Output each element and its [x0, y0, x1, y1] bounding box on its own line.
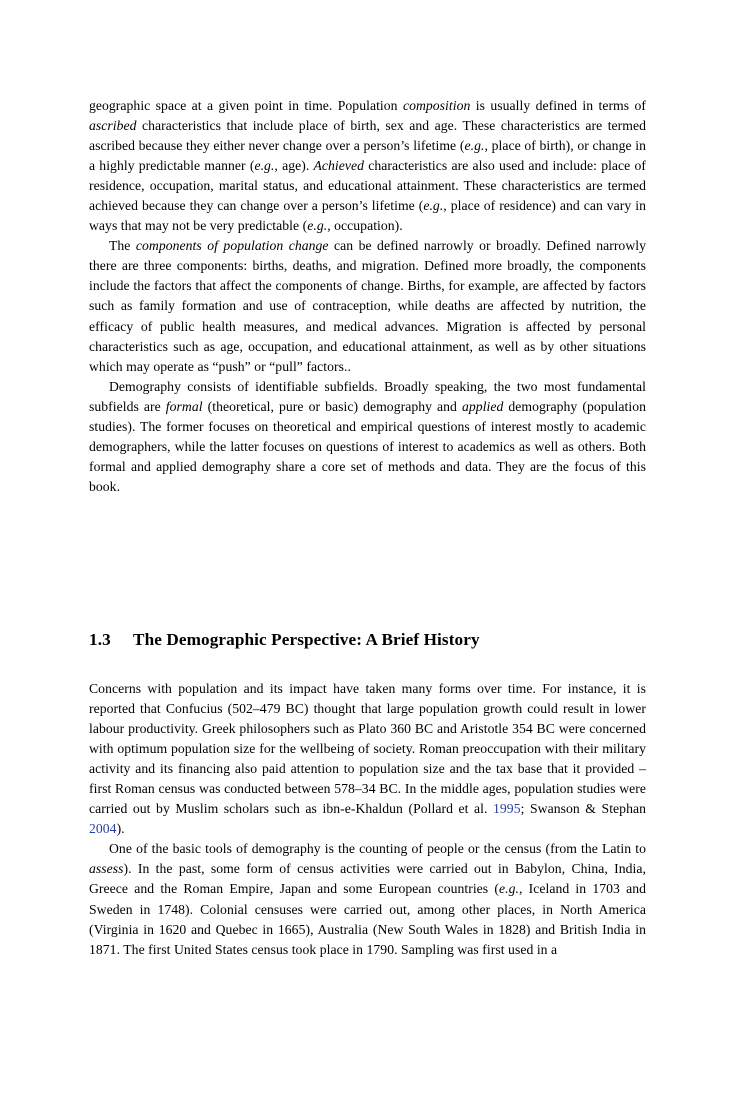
- par2-segment-2: can be defined narrowly or broadly. Defined narrowly there are three components: births, deaths, and migration. Defined more broadly, the components include the factors that affect the components of change. Births, for example, are affected by factors such as family formation and use of contraception, while deaths are affected by nutrition, the efficacy of public health measures, and medical advances. Migration is affected by personal characteristics such as age, occupation, and educational attainment, as well as by other situations which may operate as “push” or “pull” factors..: [89, 238, 647, 374]
- par2-segment-1: The: [109, 238, 136, 254]
- citation-link-swanson-stephan-2004[interactable]: 2004: [89, 821, 117, 837]
- section-body-column: [89, 679, 646, 960]
- sec-par1-segment-3: ).: [116, 821, 125, 837]
- par3-segment-1: Demography consists of identifiable subfields. Broadly speaking, the two most fundamental subfields are: [89, 378, 646, 414]
- paragraph-census-history: [89, 839, 646, 959]
- term-eg-3: e.g.: [423, 198, 444, 214]
- section-heading-block: [89, 629, 646, 651]
- main-text-column: [89, 96, 646, 497]
- paragraph-demography-subfields: [89, 377, 646, 497]
- par1-segment-6: characteristics are also used and include: place of residence, occupation, marital status, and educational attainment. These characteristics are termed achieved because they can change over a person’s lifetime (: [89, 158, 646, 214]
- section-heading: [89, 629, 646, 651]
- par1-segment-1: geographic space at a given point in time. Population: [89, 98, 403, 113]
- section-number: 1.3: [89, 630, 111, 649]
- term-ascribed: ascribed: [89, 118, 137, 134]
- term-eg-4: e.g.: [307, 218, 328, 234]
- sec-par2-segment-1: One of the basic tools of demography is the counting of people or the census (from the Latin to: [109, 841, 646, 857]
- citation-link-pollard-1995[interactable]: 1995: [493, 801, 521, 817]
- paragraph-components-of-change: [89, 236, 646, 376]
- term-components-of-population-change: components of population change: [135, 238, 329, 254]
- par1-segment-5: , age).: [274, 158, 314, 174]
- term-eg-5: e.g.: [498, 881, 519, 897]
- par1-segment-3: characteristics that include place of birth, sex and age. These characteristics are termed ascribed because they either never change over a person’s lifetime (: [89, 118, 646, 154]
- sec-par2-segment-3: , Iceland in 1703 and Sweden in 1748). Colonial censuses were carried out, among other places, in North America (Virginia in 1620 and Quebec in 1665), Australia (New South Wales in 1828) and British India in 1871. The first United States census took place in 1790. Sampling was first used in a: [89, 881, 647, 957]
- par1-segment-4: , place of birth), or change in a highly predictable manner (: [89, 138, 646, 174]
- term-achieved: Achieved: [313, 158, 365, 174]
- sec-par2-segment-2: ). In the past, some form of census activities were carried out in Babylon, China, India, Greece and the Roman Empire, Japan and some European countries (: [89, 861, 646, 897]
- term-eg-1: e.g.: [464, 138, 485, 154]
- par3-segment-2: (theoretical, pure or basic) demography and: [202, 398, 462, 414]
- term-composition: composition: [402, 98, 471, 113]
- sec-par1-segment-1: Concerns with population and its impact have taken many forms over time. For instance, it is reported that Confucius (502–479 BC) thought that large population growth could result in lower labour productivity. Greek philosophers such as Plato 360 BC and Aristotle 354 BC were concerned with optimum population size for the wellbeing of society. Roman preoccupation with their military activity and its financing also paid attention to population size and the tax base that it provided – first Roman census was conducted between 578–34 BC. In the middle ages, population studies were carried out by Muslim scholars such as ibn-e-Khaldun (Pollard et al.: [89, 681, 646, 817]
- term-assess: assess: [89, 861, 124, 877]
- par3-segment-3: demography (population studies). The former focuses on theoretical and empirical questions of interest mostly to academic demographers, while the latter focuses on questions of interest to academics as well as others. Both formal and applied demography share a core set of methods and data. They are the focus of this book.: [89, 398, 646, 494]
- par1-segment-8: , occupation).: [327, 218, 403, 234]
- par1-segment-7: , place of residence) and can vary in ways that may not be very predictable (: [89, 198, 646, 234]
- term-applied: applied: [461, 398, 504, 414]
- term-eg-2: e.g.: [254, 158, 275, 174]
- term-formal: formal: [165, 398, 203, 414]
- sec-par1-segment-2: ; Swanson & Stephan: [520, 801, 646, 817]
- par1-segment-2: is usually defined in terms of: [470, 98, 646, 113]
- section-title: The Demographic Perspective: A Brief History: [133, 630, 480, 649]
- paragraph-history-of-population-thought: [89, 679, 646, 839]
- paragraph-population-composition: [89, 96, 646, 236]
